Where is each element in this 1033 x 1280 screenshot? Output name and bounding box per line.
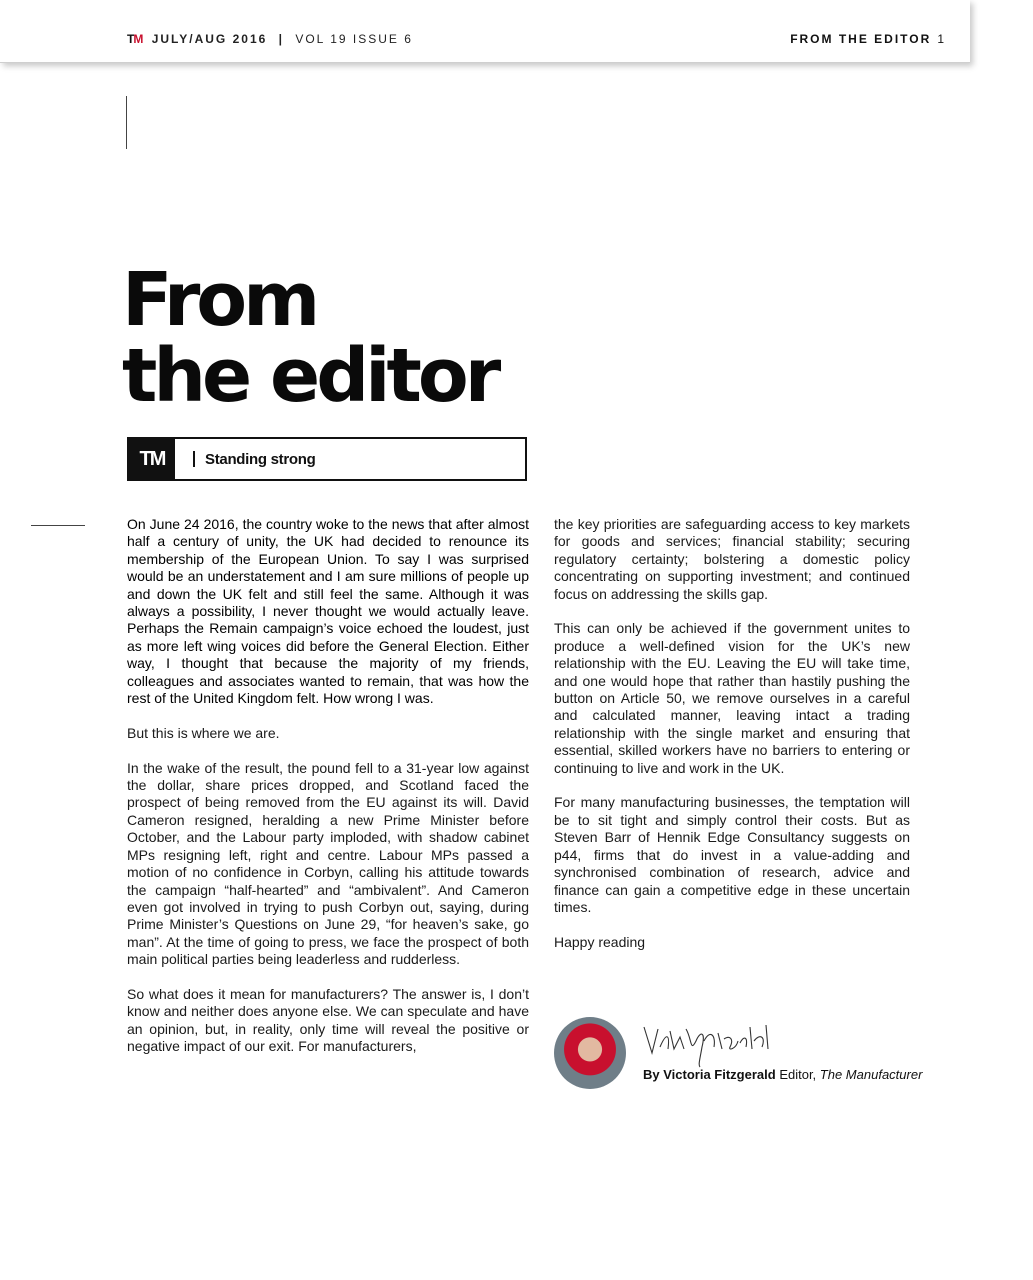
- paragraph: For many manufacturing businesses, the temptation will be to sit tight and simply control their costs. But as Steven Barr of Hennik Edge Consultancy suggests on p44, firms that do invest in a value-adding and synchronised combination of research, advice and finance can gain a competitive edge in these uncertain times.: [554, 794, 910, 915]
- running-header: [0, 0, 970, 63]
- editor-name: By Victoria Fitzgerald: [643, 1067, 776, 1082]
- issue-date: JULY/AUG 2016: [151, 32, 268, 46]
- paragraph: So what does it mean for manufacturers? The answer is, I don’t know and neither does anyone else. We can speculate and have an opinion, but, in reality, only time will reveal the positive or negative impact of our exit. For manufacturers,: [127, 985, 529, 1055]
- paragraph: But this is where we are.: [127, 724, 280, 741]
- header-separator: |: [278, 32, 284, 46]
- editor-role: Editor,: [779, 1067, 817, 1082]
- paragraph: In the wake of the result, the pound fell to a 31-year low against the dollar, share prices dropped, and Scotland faced the prospect of being removed from the EU against its will. David Cameron resigned, heralding a new Prime Minister before October, and the Labour party imploded, with shadow cabinet MPs resigning left, right and centre. Labour MPs passed a motion of no confidence in Corbyn, calling his attitude towards the campaign “half-hearted” and “ambivalent”. And Cameron even got involved in trying to push Corbyn out, saying, during Prime Minister’s Questions on June 29, “for heaven’s sake, go man”. At the time of going to press, we face the prospect of both main political parties being leaderless and rudderless.: [127, 759, 529, 968]
- standfirst-divider: [193, 451, 195, 467]
- volume-issue: VOL 19 ISSUE 6: [295, 32, 413, 46]
- title-line-1: From: [122, 257, 317, 343]
- editor-avatar: [554, 1017, 626, 1089]
- publication-name: The Manufacturer: [819, 1067, 923, 1082]
- page-number: 1: [937, 32, 946, 46]
- page-title: [122, 257, 498, 419]
- standfirst-text: Standing strong: [205, 450, 316, 468]
- handwritten-signature: [640, 1019, 790, 1069]
- magazine-logo: TM: [127, 32, 143, 46]
- standfirst-box: [127, 437, 527, 481]
- paragraph: This can only be achieved if the government unites to produce a well-defined vision for the UK’s new relationship with the EU. Leaving the EU will take time, and one would hope that rather than hastily pushing the button on Article 50, we remove ourselves in a careful and calculated manner, leaving intact a trading relationship with the single market and ensuring that essential, skilled workers have no barriers to entering or continuing to live and work in the UK.: [554, 620, 910, 776]
- decorative-horizontal-rule: [31, 525, 85, 526]
- paragraph: On June 24 2016, the country woke to the news that after almost half a century of unity, the UK had decided to renounce its membership of the European Union. To say I was surprised would be an understatement and I am sure millions of people up and down the UK felt and still feel the same. Although it was always a possibility, I never thought we would actually leave. Perhaps the Remain campaign’s voice echoed the loudest, just as more left wing voices did before the General Election. Either way, I thought that because the majority of my friends, colleagues and associates wanted to remain, that was how the rest of the United Kingdom felt. How wrong I was.: [127, 516, 529, 707]
- tm-logo-icon: TM: [129, 439, 175, 479]
- section-name: FROM THE EDITOR: [790, 32, 932, 46]
- article-column-left: [127, 516, 529, 1073]
- title-line-2: the editor: [122, 333, 498, 419]
- editor-signoff: [554, 1017, 954, 1097]
- paragraph: the key priorities are safeguarding access to key markets for goods and services; financial stability; securing regulatory certainty; bolstering a domestic policy concentrating on supporting investment; and continued focus on addressing the skills gap.: [554, 516, 910, 602]
- section-label: [790, 32, 946, 46]
- decorative-vertical-rule: [126, 96, 127, 149]
- article-column-right: [554, 516, 910, 969]
- issue-info: [127, 32, 413, 46]
- paragraph: Happy reading: [554, 933, 646, 950]
- byline: [643, 1067, 922, 1082]
